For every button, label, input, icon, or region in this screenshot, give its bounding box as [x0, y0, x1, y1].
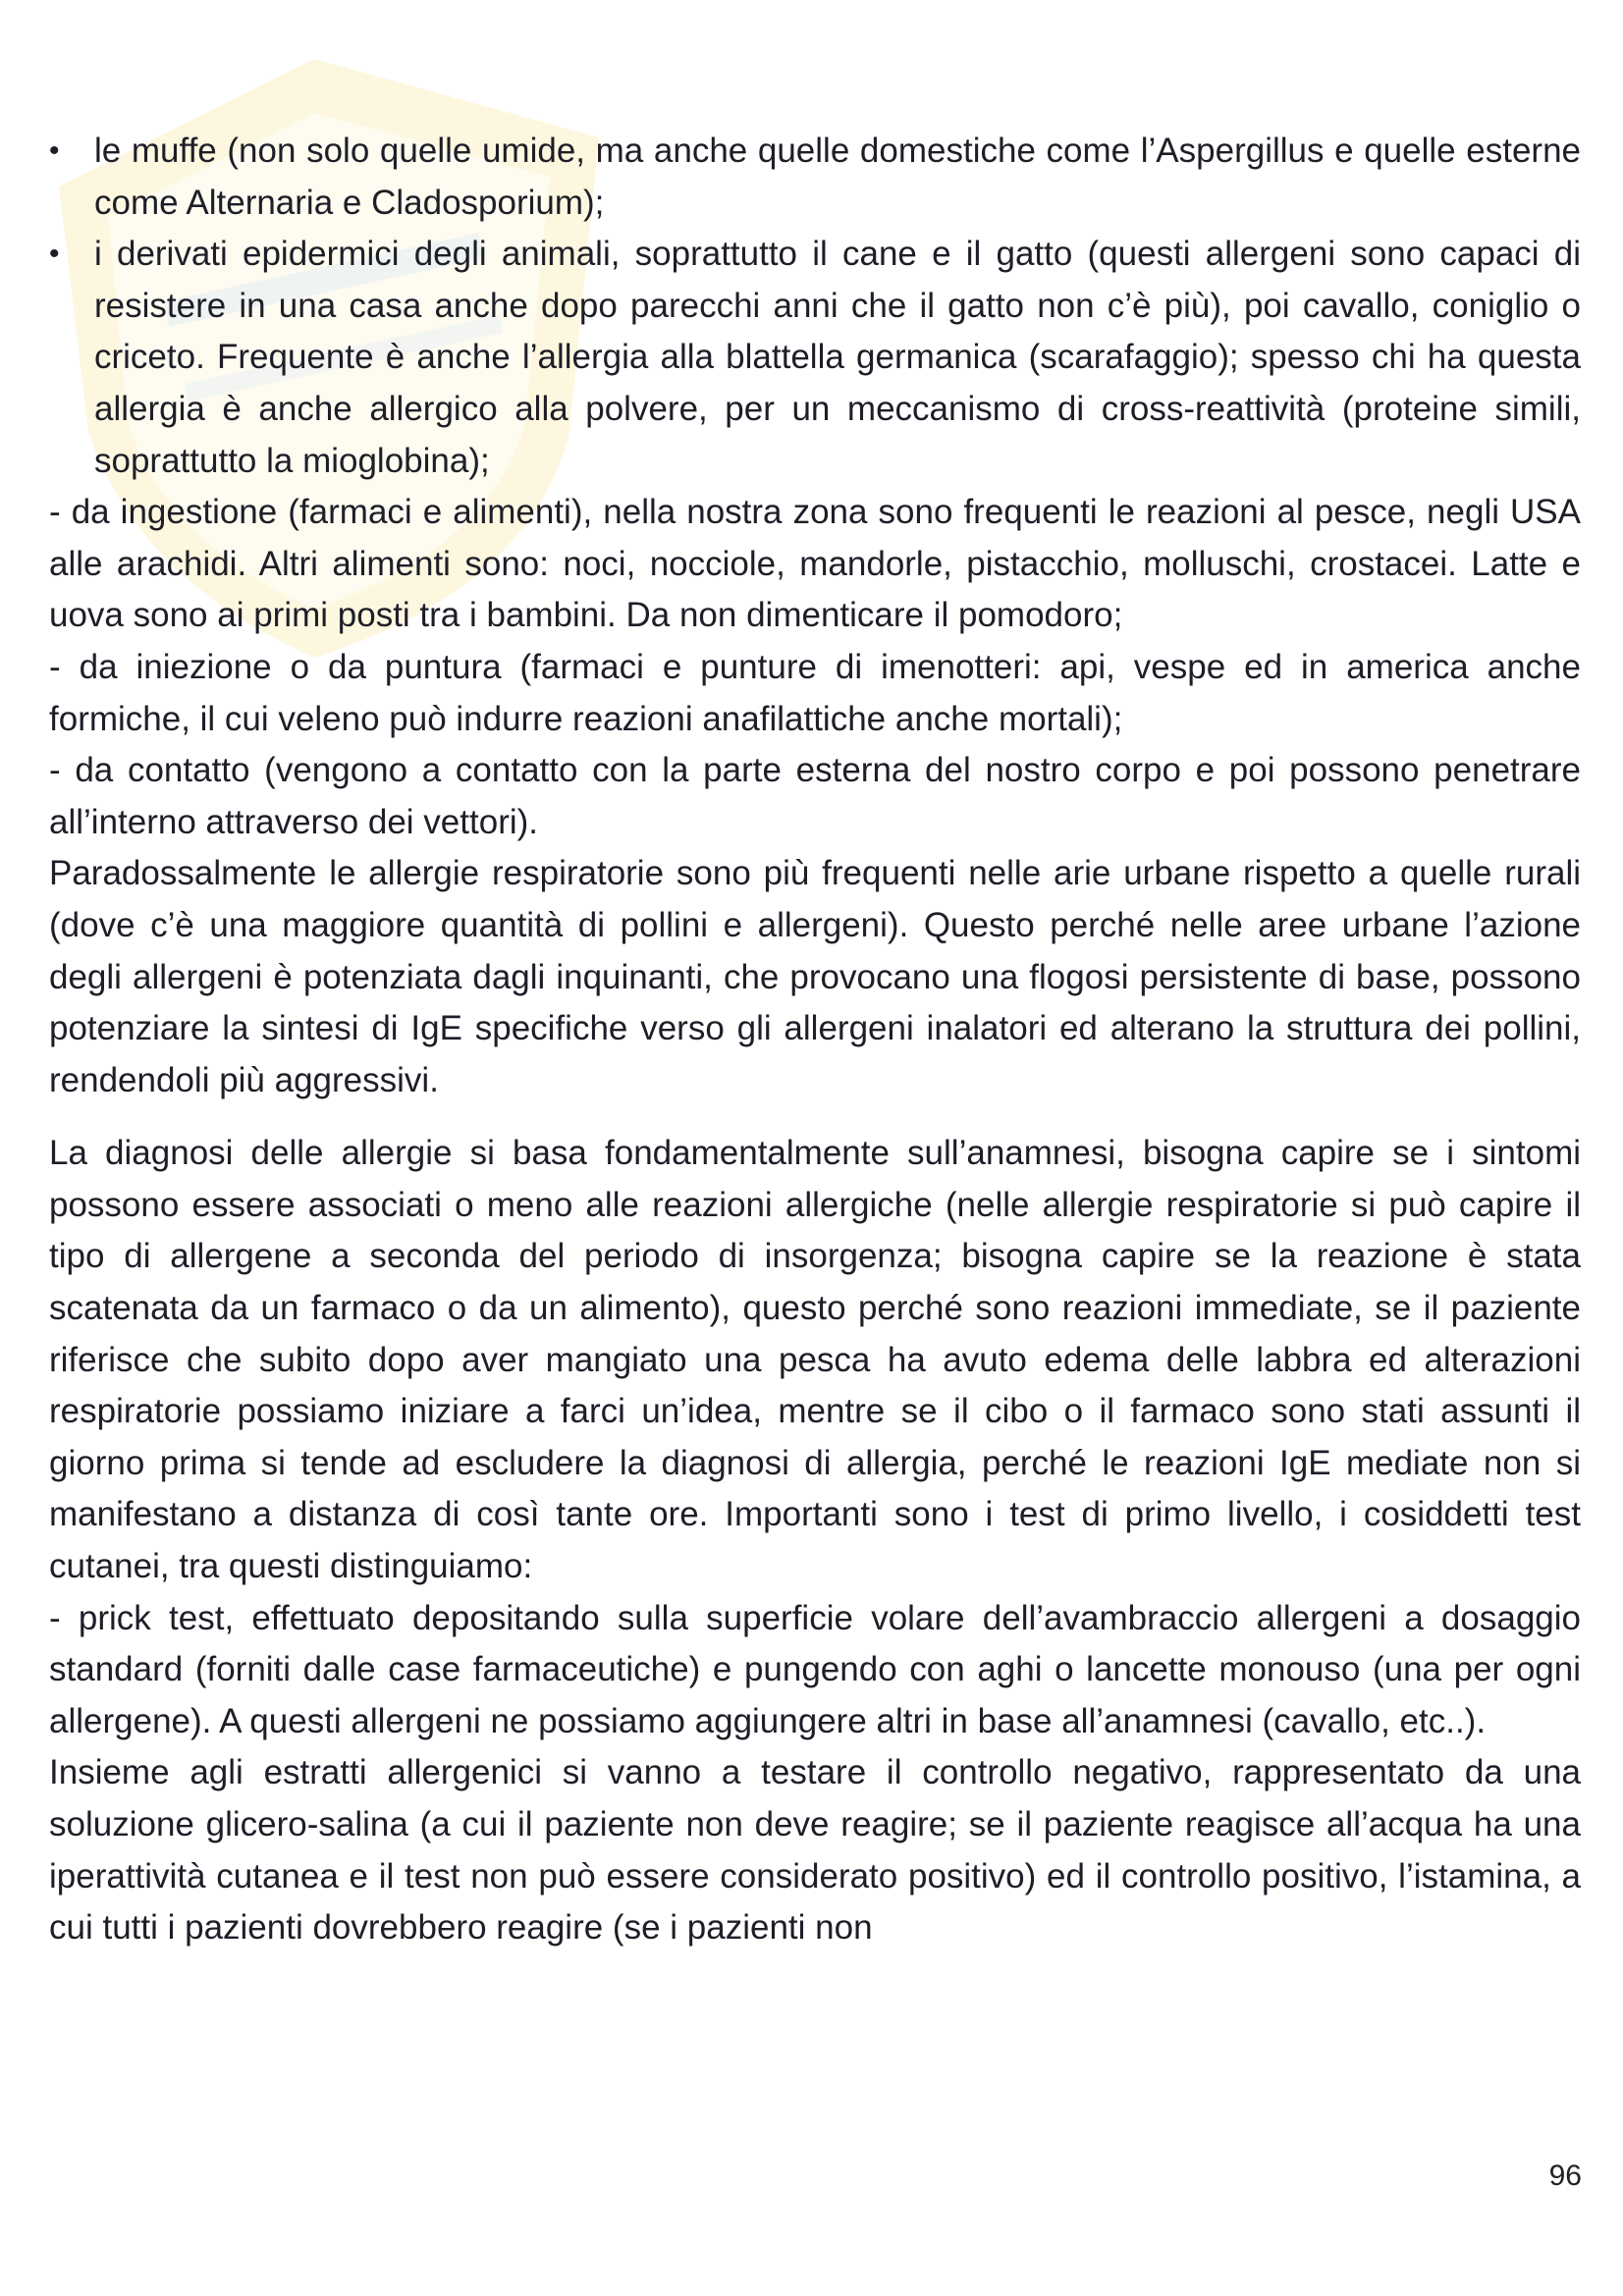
- paragraph-prick-test: - prick test, effettuato depositando sulla superficie volare dell’avambraccio allergeni a dosaggio standard (forniti dalle case farmaceutiche) e pungendo con aghi o lancette monouso (una per ogni allergene). A questi allergeni ne possiamo aggiungere altri in base all’anamnesi (cavallo, etc..).: [49, 1598, 1581, 1740]
- paragraph-ingestione: - da ingestione (farmaci e alimenti), nella nostra zona sono frequenti le reazioni al pesce, negli USA alle arachidi. Altri alimenti sono: noci, nocciole, mandorle, pistacchio, molluschi, crostacei. Latte e uova sono ai primi posti tra i bambini. Da non dimenticare il pomodoro;: [49, 493, 1581, 635]
- paragraph-insieme: Insieme agli estratti allergenici si vanno a testare il controllo negativo, rappresentato da una soluzione glicero-salina (a cui il paziente non deve reagire; se il paziente reagisce all’acqua ha una iperattività cutanea e il test non può essere considerato positivo) ed il controllo positivo, l’istamina, a cui tutti i pazienti dovrebbero reagire (se i pazienti non: [49, 1753, 1581, 1948]
- list-item-text: i derivati epidermici degli animali, soprattutto il cane e il gatto (questi allergeni sono capaci di resistere in una casa anche dopo parecchi anni che il gatto non c’è più), poi cavallo, coniglio o criceto. Frequente è anche l’allergia alla blattella germanica (scarafaggio); spesso chi ha questa allergia è anche allergico alla polvere, per un meccanismo di cross-reattività (proteine simili, soprattutto la mioglobina);: [94, 235, 1581, 480]
- bullet-icon: •: [49, 134, 60, 167]
- document-page: [49, 126, 1581, 1954]
- paragraph-paradossalmente: Paradossalmente le allergie respiratorie sono più frequenti nelle arie urbane rispetto a quelle rurali (dove c’è una maggiore quantità di pollini e allergeni). Questo perché nelle aree urbane l’azione degli allergeni è potenziata dagli inquinanti, che provocano una flogosi persistente di base, possono potenziare la sintesi di IgE specifiche verso gli allergeni inalatori ed alterano la struttura dei pollini, rendendoli più aggressivi.: [49, 854, 1581, 1099]
- bullet-icon: •: [49, 238, 60, 271]
- list-item-text: le muffe (non solo quelle umide, ma anche quelle domestiche come l’Aspergillus e quelle esterne come Alternaria e Cladosporium);: [94, 132, 1581, 222]
- paragraph-contatto: - da contatto (vengono a contatto con la parte esterna del nostro corpo e poi possono penetrare all’interno attraverso dei vettori).: [49, 751, 1581, 841]
- list-item-derivati-epidermici: [49, 229, 1581, 487]
- list-item-muffe: [49, 126, 1581, 229]
- paragraph-diagnosi: La diagnosi delle allergie si basa fondamentalmente sull’anamnesi, bisogna capire se i sintomi possono essere associati o meno alle reazioni allergiche (nelle allergie respiratorie si può capire il tipo di allergene a seconda del periodo di insorgenza; bisogna capire se la reazione è stata scatenata da un farmaco o da un alimento), questo perché sono reazioni immediate, se il paziente riferisce che subito dopo aver mangiato una pesca ha avuto edema delle labbra ed alterazioni respiratorie possiamo iniziare a farci un’idea, mentre se il cibo o il farmaco sono stati assunti il giorno prima si tende ad escludere la diagnosi di allergia, perché le reazioni IgE mediate non si manifestano a distanza di così tante ore. Importanti sono i test di primo livello, i cosiddetti test cutanei, tra questi distinguiamo:: [49, 1134, 1581, 1586]
- page-number: 96: [1548, 2160, 1582, 2192]
- paragraph-iniezione: - da iniezione o da puntura (farmaci e punture di imenotteri: api, vespe ed in america anche formiche, il cui veleno può indurre reazioni anafilattiche anche mortali);: [49, 647, 1581, 738]
